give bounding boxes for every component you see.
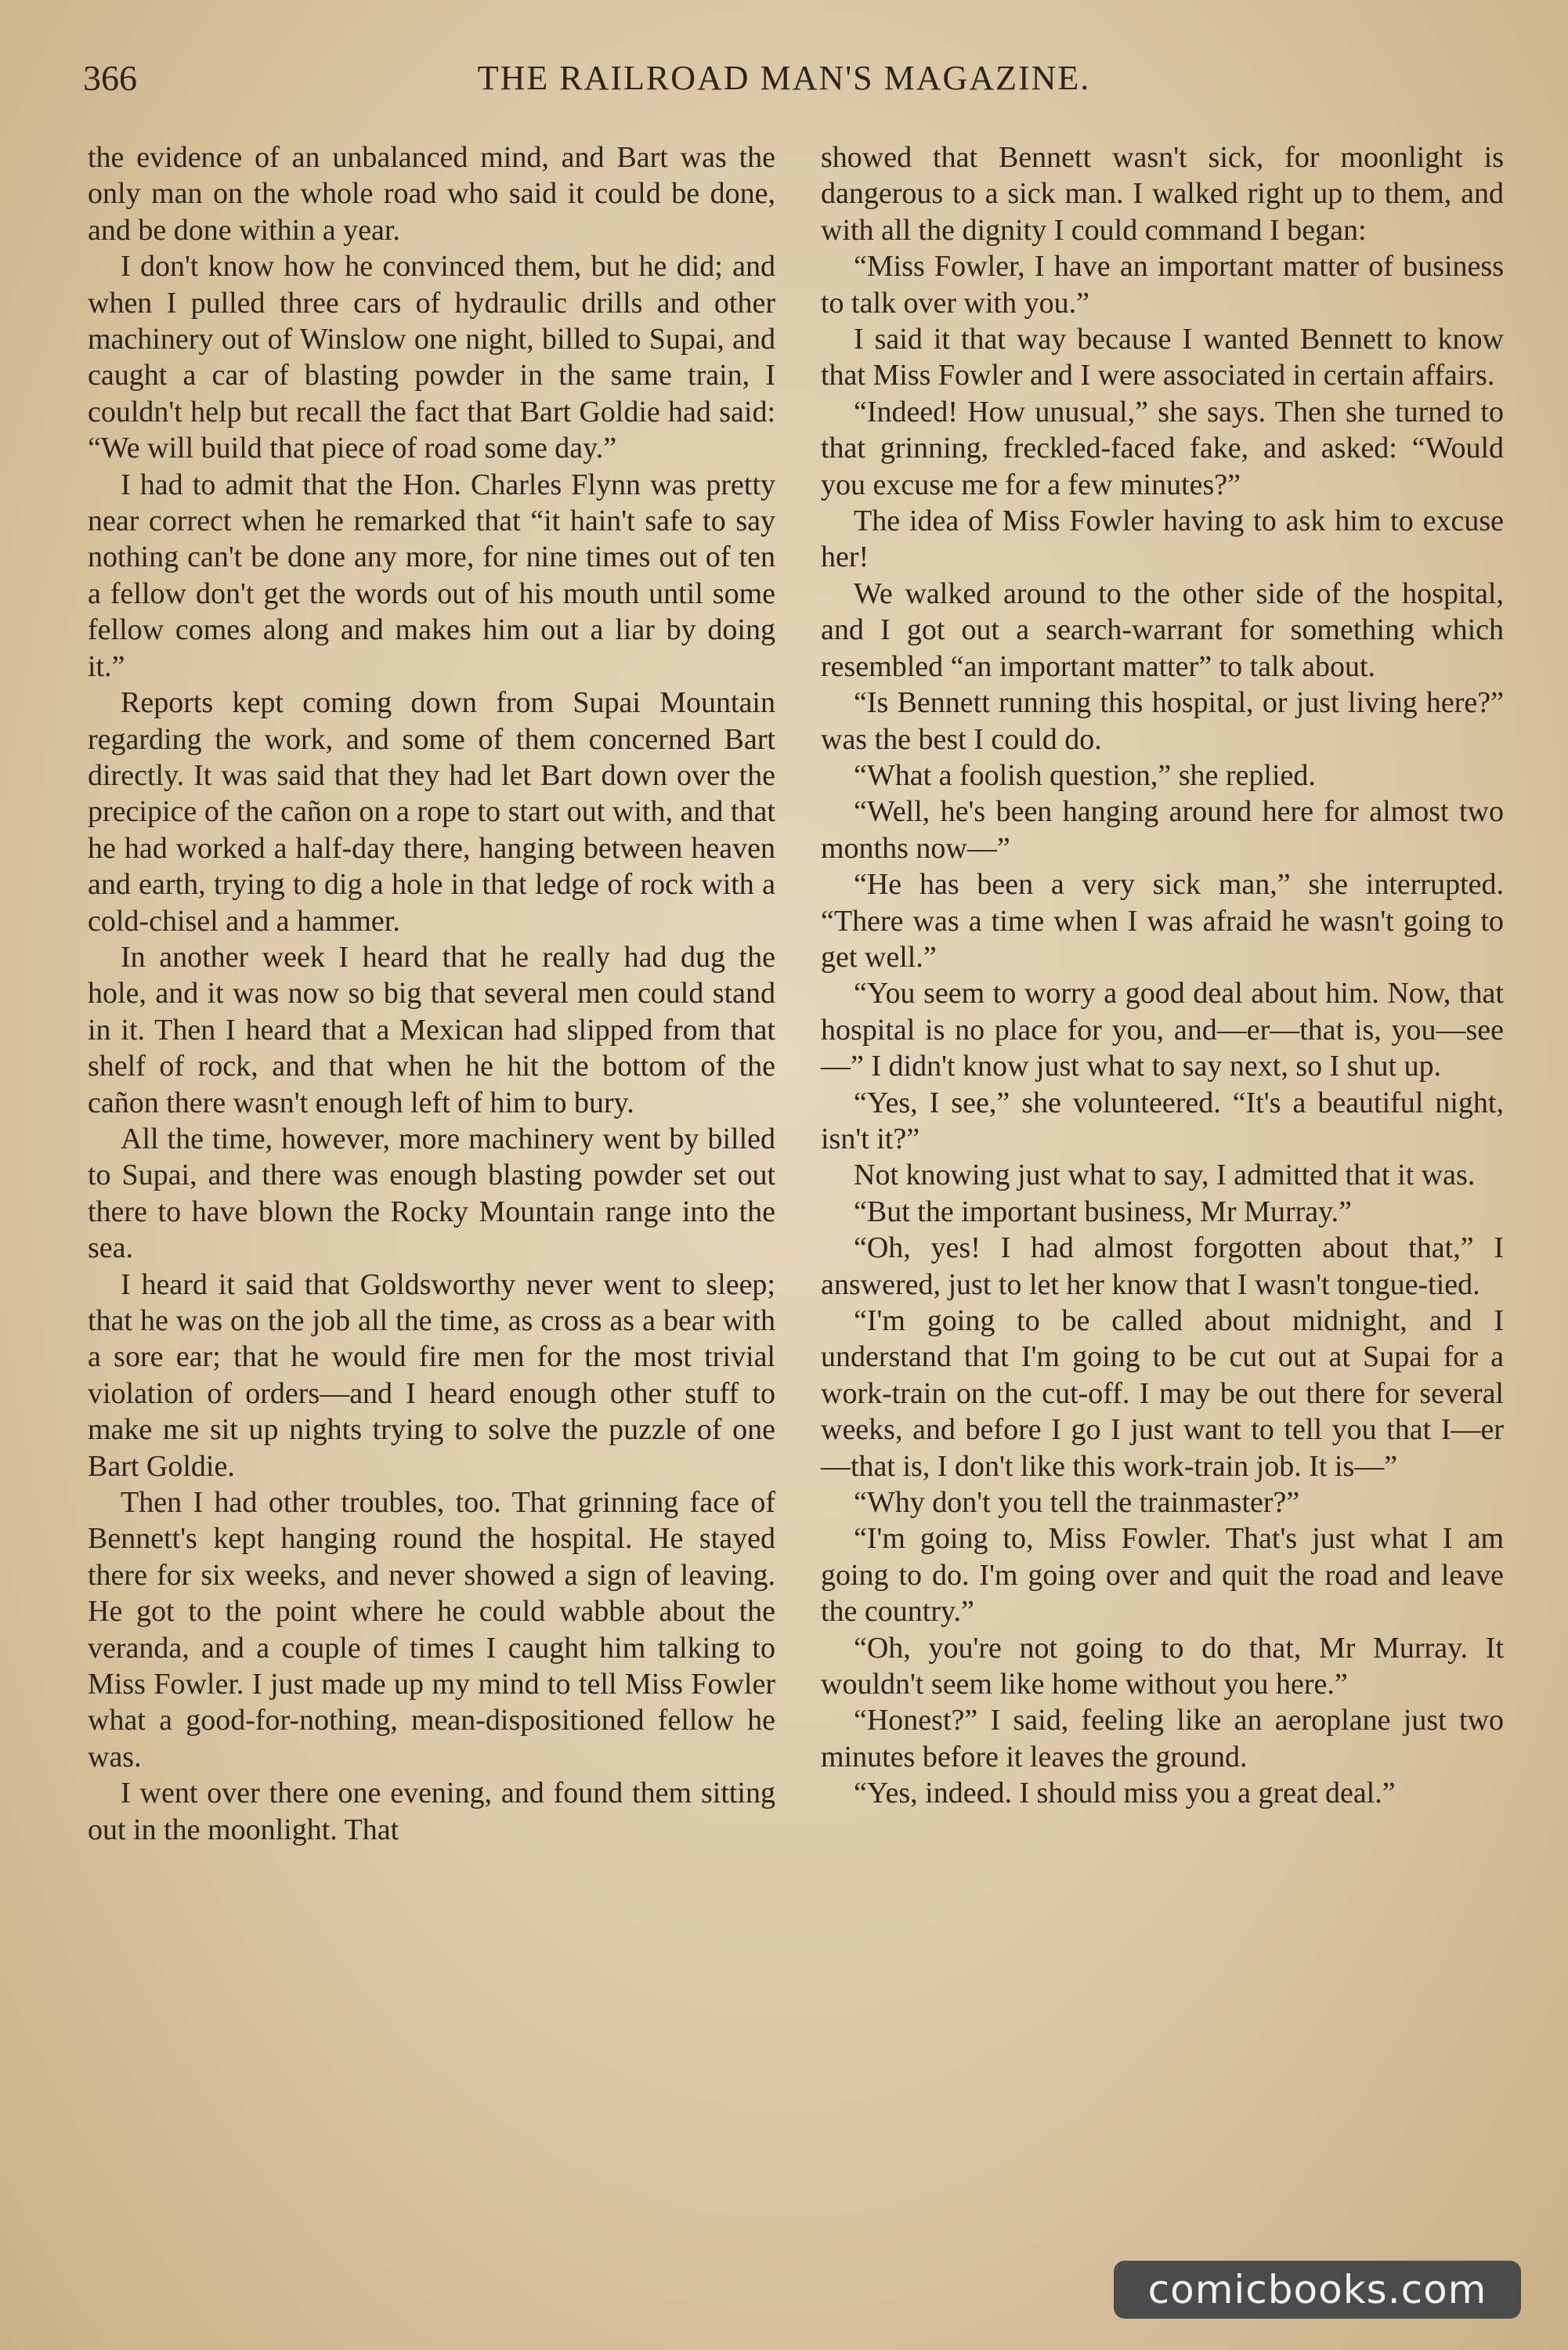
paragraph: “Oh, you're not going to do that, Mr Murray. It wouldn't seem like home without you here.”	[821, 1631, 1504, 1701]
paragraph: “You seem to worry a good deal about him. Now, that hospital is no place for you, and—er—that is, you—see—” I didn't know just what to say next, so I shut up.	[821, 977, 1504, 1083]
paragraph: All the time, however, more machinery went by billed to Supai, and there was enough blasting powder set out there to have blown the Rocky Mountain range into the sea.	[88, 1122, 775, 1265]
paragraph: I heard it said that Goldsworthy never went to sleep; that he was on the job all the time, as cross as a bear with a sore ear; that he would fire men for the most trivial violation of orders—and I heard enough other stuff to make me sit up nights trying to solve the puzzle of one Bart Goldie.	[88, 1267, 775, 1483]
paragraph: I said it that way because I wanted Bennett to know that Miss Fowler and I were associated in certain affairs.	[821, 323, 1504, 392]
paragraph: “Oh, yes! I had almost forgotten about that,” I answered, just to let her know that I wasn't tongue-tied.	[821, 1231, 1504, 1301]
paragraph: I went over there one evening, and found them sitting out in the moonlight. That	[88, 1777, 775, 1846]
paragraph: showed that Bennett wasn't sick, for moonlight is dangerous to a sick man. I walked right up to them, and with all the dignity I could command I began:	[821, 141, 1504, 247]
running-head: THE RAILROAD MAN'S MAGAZINE.	[477, 59, 1091, 97]
paragraph: Reports kept coming down from Supai Mountain regarding the work, and some of them concerned Bart directly. It was said that they had let Bart down over the precipice of the cañon on a rope to start out with, and that he had worked a half-day there, hanging between heaven and earth, trying to dig a hole in that ledge of rock with a cold-chisel and a hammer.	[88, 686, 775, 938]
paragraph: “What a foolish question,” she replied.	[854, 758, 1316, 792]
paragraph: The idea of Miss Fowler having to ask him to excuse her!	[821, 504, 1504, 574]
paragraph: “Yes, I see,” she volunteered. “It's a beautiful night, isn't it?”	[821, 1086, 1504, 1155]
page-number: 366	[83, 58, 137, 98]
paragraph: Then I had other troubles, too. That grinning face of Bennett's kept hanging round the hospital. He stayed there for six weeks, and never showed a sign of leaving. He got to the point where he could wabble about the veranda, and a couple of times I caught him talking to Miss Fowler. I just made up my mind to tell Miss Fowler what a good-for-nothing, mean-dispositioned fellow he was.	[88, 1486, 775, 1773]
paragraph: “Is Bennett running this hospital, or just living here?” was the best I could do.	[821, 686, 1504, 756]
paragraph: In another week I heard that he really had dug the hole, and it was now so big that several men could stand in it. Then I heard that a Mexican had slipped from that shelf of rock, and that when he hit the bottom of the cañon there wasn't enough left of him to bury.	[88, 940, 775, 1119]
paragraph: “I'm going to be called about midnight, and I understand that I'm going to be cut out at Supai for a work-train on the cut-off. I may be out there for several weeks, and before I go I just want to tell you that I—er—that is, I don't like this work-train job. It is—”	[821, 1304, 1504, 1483]
paragraph: the evidence of an unbalanced mind, and Bart was the only man on the whole road who said it could be done, and be done within a year.	[88, 141, 775, 247]
paragraph: “Why don't you tell the trainmaster?”	[854, 1486, 1300, 1520]
left-column	[88, 139, 775, 1848]
paragraph: Not knowing just what to say, I admitted that it was.	[854, 1159, 1476, 1192]
right-column	[821, 139, 1504, 1812]
paragraph: We walked around to the other side of the hospital, and I got out a search-warrant for something which resembled “an important matter” to talk about.	[821, 577, 1504, 683]
paragraph: “Miss Fowler, I have an important matter of business to talk over with you.”	[821, 250, 1504, 320]
paragraph: “I'm going to, Miss Fowler. That's just what I am going to do. I'm going over and quit the road and leave the country.”	[821, 1522, 1504, 1629]
paragraph: “Well, he's been hanging around here for almost two months now—”	[821, 795, 1504, 865]
watermark: comicbooks.com	[1114, 2261, 1521, 2319]
paragraph: “He has been a very sick man,” she interrupted. “There was a time when I was afraid he wasn't going to get well.”	[821, 868, 1504, 974]
paragraph: “Yes, indeed. I should miss you a great deal.”	[854, 1777, 1396, 1810]
paragraph: “But the important business, Mr Murray.”	[854, 1195, 1353, 1228]
paragraph: “Indeed! How unusual,” she says. Then she turned to that grinning, freckled-faced fake, and asked: “Would you excuse me for a few minutes?”	[821, 395, 1504, 501]
paragraph: I had to admit that the Hon. Charles Flynn was pretty near correct when he remarked that “it hain't safe to say nothing can't be done any more, for nine times out of ten a fellow don't get the words out of his mouth until some fellow comes along and makes him out a liar by doing it.”	[88, 468, 775, 683]
paragraph: “Honest?” I said, feeling like an aeroplane just two minutes before it leaves the ground.	[821, 1704, 1504, 1773]
paragraph: I don't know how he convinced them, but he did; and when I pulled three cars of hydraulic drills and other machinery out of Winslow one night, billed to Supai, and caught a car of blasting powder in the same train, I couldn't help but recall the fact that Bart Goldie had said: “We will build that piece of road some day.”	[88, 250, 775, 465]
